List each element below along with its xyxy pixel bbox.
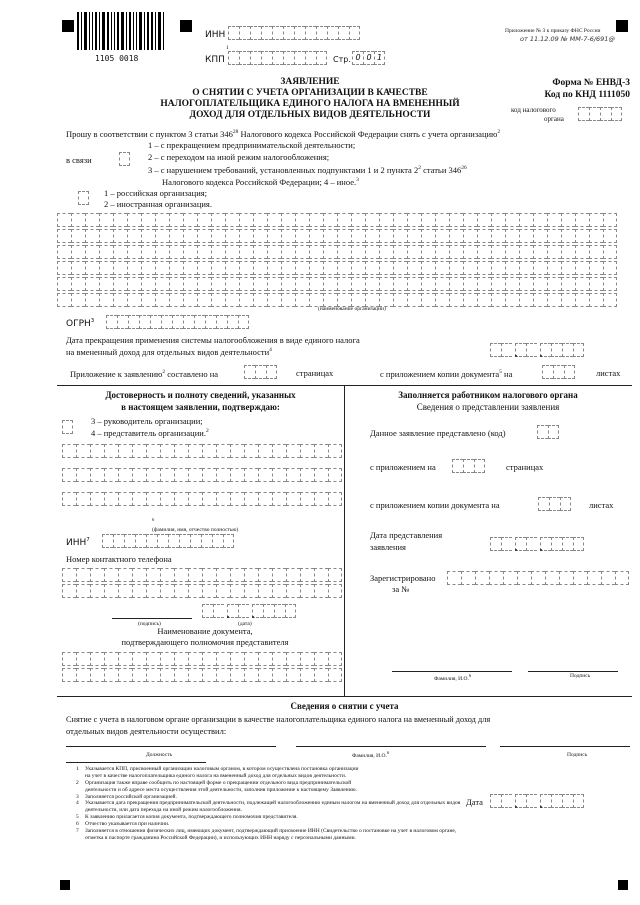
staff-signature-caption: Подпись (570, 673, 591, 679)
with-attachment-label: с приложением на (370, 462, 436, 472)
cell-row[interactable] (57, 293, 617, 307)
cell-row[interactable] (62, 668, 342, 682)
signer-inn-cells[interactable] (102, 534, 234, 548)
cell-row[interactable] (62, 584, 342, 598)
cell-row[interactable] (57, 277, 617, 291)
cell-row[interactable] (57, 229, 617, 243)
tax-authority-code-cells[interactable] (578, 107, 622, 121)
kpp-cells[interactable] (228, 51, 327, 65)
staff-signature-line (528, 671, 618, 672)
attachment-note: Приложение № 3 к приказу ФНС России (505, 28, 601, 34)
footnote-number: 1 (76, 766, 79, 772)
footnote-separator (66, 762, 206, 763)
footnote-line: Указывается дата прекращения предпринимательской деятельности, подлежащей налогообложению единым налогом на вмененный доход для отдельных видов (85, 800, 461, 807)
right-heading-1: Заполняется работником налогового органа (398, 390, 578, 400)
cell-row[interactable] (62, 492, 342, 506)
footnote (76, 828, 456, 842)
title-line-2: О СНЯТИИ С УЧЕТА ОРГАНИЗАЦИИ В КАЧЕСТВЕ (192, 88, 428, 98)
cell-row[interactable] (57, 245, 617, 259)
footnote-line: Отчество указывается при наличии. (85, 821, 170, 827)
cell-row[interactable] (57, 213, 617, 227)
footnote (76, 821, 456, 828)
inn-cells[interactable] (228, 26, 360, 40)
org-type-option-1: 1 – российская организация; (104, 188, 208, 198)
attachment-sheets-unit: листах (596, 368, 621, 378)
barcode-number: 1105 0018 (95, 54, 139, 63)
in-connection-label: в связи (66, 155, 92, 165)
left-heading-1: Достоверность и полноту сведений, указанных (105, 390, 296, 400)
page-label: Стр. (333, 55, 351, 64)
date-separator-dot (252, 616, 254, 618)
section-divider (57, 696, 632, 697)
signature-line (112, 618, 192, 619)
registration-marker-bottom-right (618, 880, 628, 890)
date-separator-dot (540, 549, 542, 551)
attachment-copy-text: с приложением копии документа$^5$ на (380, 368, 513, 379)
footnote-number: 2 (76, 779, 79, 786)
barcode (77, 12, 169, 50)
title-line-3: НАЛОГОПЛАТЕЛЬЩИКА ЕДИНОГО НАЛОГА НА ВМЕНЕННЫЙ (160, 99, 460, 109)
right-heading-2: Сведения о представлении заявления (416, 402, 560, 412)
section-divider-vertical (344, 385, 345, 696)
registration-marker-top-right (616, 20, 628, 32)
cell-row[interactable] (57, 261, 617, 275)
signer-role-4: 4 – представитель организации.$^2$ (91, 427, 209, 438)
registration-marker-top-mid (180, 20, 192, 32)
deregistration-signature-line (500, 746, 630, 747)
staff-fio-caption: Фамилия, И.О.$^6$ (434, 673, 472, 682)
footnote-number: 5 (76, 814, 79, 821)
footnote-line: Указывается КПП, присвоенный организации налоговым органом, в котором осуществлена постановка организации (85, 766, 359, 772)
reason-option-3-cont: Налогового кодекса Российской Федерации; 4 – иное.$^3$ (162, 176, 359, 187)
request-text: Прошу в соответствии с пунктом 3 статьи $346^{28}$ Налогового кодекса Российской Федерации снять с учета организацию$^2$ (66, 128, 501, 139)
stop-date-label: Дата прекращения применения системы налогообложения в виде единого налога (66, 335, 360, 345)
footnote-line: отметка в паспорте гражданина Российской Федерации), и использующих ИНН наряду с персональными данными. (85, 834, 356, 841)
phone-label: Номер контактного телефона (66, 554, 172, 564)
footnote-line: деятельности, или дата перехода на иной режим налогообложения. (85, 807, 242, 814)
reason-option-1: 1 – с прекращением предпринимательской деятельности; (148, 140, 356, 150)
reason-code-cell[interactable] (119, 152, 130, 166)
footnote-number: 6 (76, 821, 79, 827)
footnote-line: Заполняется российской организацией. (85, 793, 177, 800)
position-caption: Должность (146, 752, 173, 758)
deregistration-fio-line (296, 746, 486, 747)
footnote-number: 3 (76, 793, 79, 800)
stop-date-label-2: на вмененный доход для отдельных видов деятельности$^4$ (66, 346, 272, 357)
deregistration-fio-caption: Фамилия, И.О.$^6$ (352, 750, 390, 759)
registration-marker-bottom-left (60, 880, 70, 890)
right-sheets-unit: листах (589, 500, 614, 510)
position-line (66, 746, 276, 747)
submission-date-cells[interactable] (490, 537, 584, 551)
form-name: Форма № ЕНВД-3 (552, 78, 630, 88)
footnote-line: К заявлению прилагается копия документа, подтверждающего полномочия представителя. (85, 814, 298, 821)
signer-inn-label: ИНН$^7$ (66, 537, 90, 548)
tax-authority-code-label: код налогового (511, 106, 556, 114)
deregistration-heading: Сведения о снятии с учета (290, 701, 399, 711)
registered-label-2: за № (392, 584, 410, 594)
date-separator-dot (515, 355, 517, 357)
deregistration-text-1: Снятие с учета в налоговом органе организации в качестве налогоплательщика единого налога на вмененный доход для (66, 715, 491, 724)
cell-row[interactable] (62, 568, 342, 582)
ogrn-cells[interactable] (106, 315, 249, 329)
footnote-line: Заполняется в отношении физических лиц, имеющих документ, подтверждающий присвоение ИНН (Свидетельство о постановке на учет в налоговом органе, (85, 827, 457, 834)
attachment-sheets-cells[interactable] (542, 365, 575, 379)
cell-row[interactable] (62, 444, 342, 458)
deregistration-date-label: Дата (466, 797, 483, 807)
footnote (76, 814, 456, 821)
date-separator-dot (515, 549, 517, 551)
submission-date-label-2: заявления (370, 542, 406, 552)
right-sheets-cells[interactable] (538, 497, 571, 511)
attachment-pages-cells[interactable] (244, 365, 277, 379)
page-number-cells[interactable] (352, 51, 385, 65)
date-caption: (дата) (238, 621, 252, 627)
attachment-handwritten: от 11.12.09 № ММ-7-6/691@ (520, 35, 615, 43)
footnote-number: 7 (76, 827, 79, 834)
submitted-code-label: Данное заявление представлено (код) (370, 428, 506, 438)
page-digit: 1 (374, 51, 385, 65)
date-separator-dot (540, 806, 542, 808)
submission-date-label: Дата представления (370, 530, 443, 540)
deregistration-date-cells[interactable] (490, 794, 584, 808)
registration-marker-top-left (62, 20, 74, 32)
signer-role-3: 3 – руководитель организации; (91, 416, 203, 426)
with-copy-label: с приложением копии документа на (370, 500, 500, 510)
date-separator-dot (227, 616, 229, 618)
footnote-line: деятельности и об адресе места осуществления этой деятельности, заполнив приложение к настоящему Заявлению. (85, 786, 358, 793)
cell-row[interactable] (62, 468, 342, 482)
page-digit: 0 (352, 51, 363, 65)
footnote-number: 4 (76, 800, 79, 807)
signer-fio-caption: $^6$ (фамилия, имя, отчество полностью) (152, 517, 239, 533)
attachment-text: Приложение к заявлению$^2$ составлено на (70, 368, 219, 379)
staff-fio-line (392, 671, 512, 672)
org-type-cell[interactable] (78, 191, 89, 205)
footnotes (76, 766, 461, 842)
submitted-code-cells[interactable] (537, 425, 559, 439)
title-line-1: ЗАЯВЛЕНИЕ (280, 77, 340, 87)
doc-caption-1: Наименование документа, (157, 626, 253, 636)
date-separator-dot (540, 355, 542, 357)
deregistration-signature-caption: Подпись (567, 752, 588, 758)
kpp-label: КПП (205, 55, 225, 65)
page-digit: 0 (363, 51, 374, 65)
footnote (76, 766, 456, 780)
org-type-option-2: 2 – иностранная организация. (104, 199, 212, 209)
registered-label: Зарегистрировано (370, 573, 436, 583)
footnote-line: на учет в качестве налогоплательщика единого налога на вмененный доход для отдельных видов деятельности. (85, 772, 347, 779)
signature-caption: (подпись) (138, 621, 161, 627)
right-pages-cells[interactable] (452, 459, 485, 473)
left-heading-2: в настоящем заявлении, подтверждаю: (121, 402, 280, 412)
doc-caption-2: подтверждающего полномочия представителя (121, 637, 289, 647)
sign-date-cells[interactable] (202, 604, 296, 618)
reason-option-3: 3 – с нарушением требований, установленных подпунктами 1 и 2 пункта $2^2$ статьи $346^{26}$ (148, 164, 467, 175)
stop-date-cells[interactable] (490, 343, 584, 357)
tax-authority-code-label-2: органа (544, 115, 564, 123)
inn-label: ИНН (205, 30, 226, 40)
footnote (76, 780, 456, 794)
signer-role-cell[interactable] (62, 420, 73, 434)
deregistration-text-2: отдельных видов деятельности осуществил: (66, 726, 227, 736)
footnote (76, 800, 461, 814)
ogrn-label: ОГРН$^3$ (66, 318, 95, 329)
title-line-4: ДОХОД ДЛЯ ОТДЕЛЬНЫХ ВИДОВ ДЕЯТЕЛЬНОСТИ (189, 110, 431, 120)
org-name-caption: (наименование организации) (318, 306, 386, 312)
kpp-footnote-mark: 1 (226, 45, 229, 51)
cell-row[interactable] (447, 571, 629, 585)
footnote-line: Организация также вправе сообщить по настоящей форме о прекращении отдельного вида предпринимательской (85, 779, 352, 786)
reason-option-2: 2 – с переходом на иной режим налогообложения; (148, 152, 330, 162)
cell-row[interactable] (62, 652, 342, 666)
date-separator-dot (515, 806, 517, 808)
attachment-pages-unit: страницах (296, 368, 334, 378)
knd-code: Код по КНД 1111050 (544, 90, 630, 100)
right-pages-unit: страницах (506, 462, 544, 472)
